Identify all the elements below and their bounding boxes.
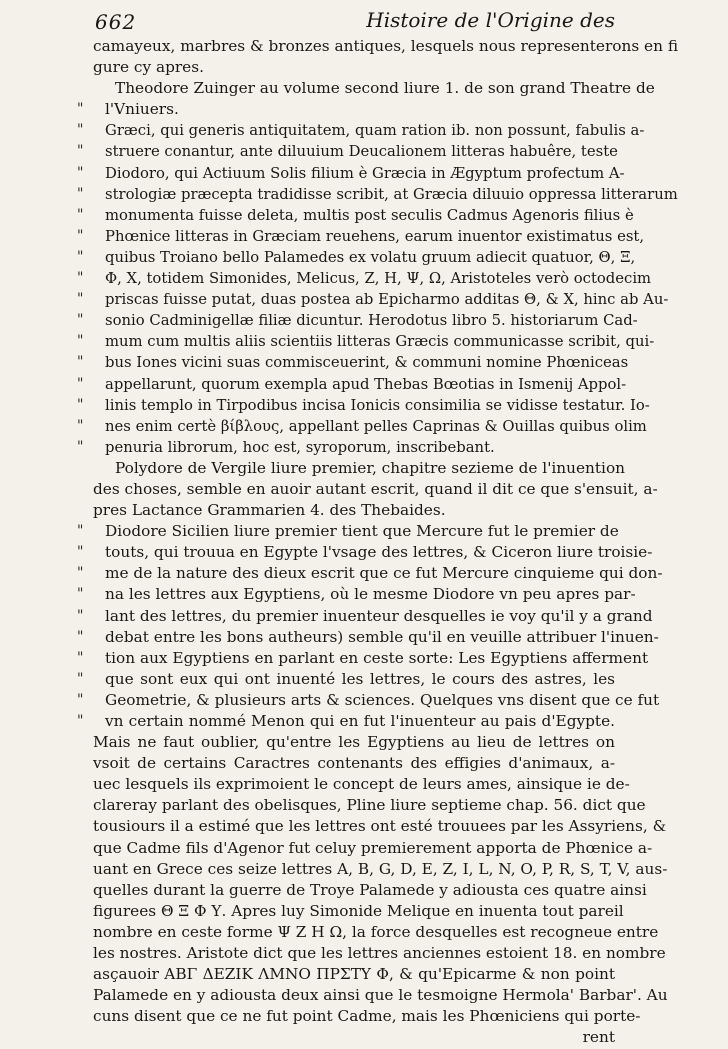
line-text: Græci, qui generis antiquitatem, quam ration ib. non possunt, fabulis a- — [105, 122, 645, 140]
line-text: lant des lettres, du premier inuenteur desquelles ie voy qu'il y a grand — [105, 606, 653, 625]
running-title: Histoire de l'Origine des — [366, 8, 615, 32]
quote-mark: " — [77, 670, 84, 687]
text-line — [93, 500, 615, 521]
text-line — [77, 247, 636, 268]
line-text: debat entre les bons autheurs) semble qu'il en veuille attribuer l'inuen- — [105, 627, 659, 646]
quote-mark: " — [77, 544, 84, 561]
line-text: monumenta fuisse deleta, multis post seculis Cadmus Agenoris filius è — [105, 206, 634, 224]
text-line — [93, 753, 615, 774]
text-line — [77, 289, 669, 310]
line-text: bus Iones vicini suas commisceuerint, & communi nomine Phœniceas — [105, 354, 629, 372]
quote-mark: " — [77, 122, 84, 139]
quote-mark: " — [77, 206, 84, 223]
quote-mark: " — [77, 270, 84, 287]
quote-mark: " — [77, 101, 84, 118]
text-line — [93, 985, 668, 1006]
text-line — [77, 268, 652, 289]
line-text: quibus Troiano bello Palamedes ex volatu gruum adiecit quatuor, Θ, Ξ, — [105, 248, 636, 266]
text-line — [77, 648, 649, 669]
text-line — [77, 669, 615, 690]
line-text: linis templo in Tirpodibus incisa Ionicis consimilia se vidisse testatur. Io- — [105, 396, 650, 414]
text-line — [77, 711, 615, 732]
line-text: Φ, Χ, totidem Simonides, Melicus, Ζ, Η, Ψ, Ω, Aristoteles verò octodecim — [105, 270, 652, 288]
line-text: Palamede en y adiousta deux ainsi que le tesmoigne Hermola' Barbar'. Au — [93, 986, 668, 1005]
quote-mark: " — [77, 607, 84, 624]
quote-mark: " — [77, 417, 84, 434]
quote-mark: " — [77, 649, 84, 666]
text-line — [77, 416, 647, 437]
line-text: Diodore Sicilien liure premier tient que Mercure fut le premier de — [105, 522, 619, 541]
text-line — [77, 205, 634, 226]
line-text: les nostres. Aristote dict que les lettres anciennes estoient 18. en nombre — [93, 944, 666, 963]
line-text: na les lettres aux Egyptiens, où le mesme Diodore vn peu apres par- — [105, 585, 636, 604]
quote-mark: " — [77, 713, 84, 729]
quote-mark: " — [77, 333, 84, 350]
text-line — [93, 880, 647, 901]
line-text: appellarunt, quorum exempla apud Thebas Bœotias in Ismenij Appol- — [105, 375, 627, 393]
quote-mark: " — [77, 375, 84, 392]
text-line — [93, 1006, 641, 1027]
line-text: vsoit de certains Caractres contenants des effigies d'animaux, a- — [93, 754, 615, 773]
quote-mark: " — [77, 185, 84, 202]
text-line — [77, 99, 615, 120]
line-text: Diodoro, qui Actiuum Solis filium è Græcia in Ægyptum profectum A- — [105, 164, 625, 182]
text-line — [77, 226, 645, 247]
text-line — [77, 310, 638, 331]
body-text — [77, 36, 679, 1049]
line-text: uant en Grece ces seize lettres A, B, G, D, E, Z, I, L, N, O, P, R, S, T, V, aus- — [93, 859, 668, 878]
line-text: priscas fuisse putat, duas postea ab Epicharmo additas Θ, & Χ, hinc ab Au- — [105, 291, 669, 309]
line-text: tion aux Egyptiens en parlant en ceste sorte: Les Egyptiens afferment — [105, 648, 649, 667]
text-line — [77, 120, 645, 141]
text-line — [93, 57, 615, 78]
line-text: des choses, semble en auoir autant escrit, quand il dit ce que s'ensuit, a- — [93, 479, 658, 498]
line-text: Mais ne faut oublier, qu'entre les Egyptiens au lieu de lettres on — [93, 733, 615, 752]
text-line — [93, 1027, 615, 1048]
text-line — [77, 690, 660, 711]
text-line — [93, 922, 659, 943]
line-text: Theodore Zuinger au volume second liure 1. de son grand Theatre de — [115, 79, 655, 98]
text-line — [93, 78, 655, 99]
line-text: que sont eux qui ont inuenté les lettres, le cours des astres, les — [105, 669, 615, 688]
text-line — [93, 774, 630, 795]
quote-mark: " — [77, 438, 84, 455]
quote-mark: " — [77, 312, 84, 329]
text-line — [77, 521, 619, 542]
page-header — [95, 8, 615, 32]
text-line — [77, 627, 659, 648]
line-text: struere conantur, ante diluuium Deucalionem litteras habuêre, teste — [105, 143, 618, 161]
text-line — [93, 838, 653, 859]
line-text: Geometrie, & plusieurs arts & sciences. Quelques vns disent que ce fut — [105, 690, 660, 709]
line-text: asçauoir ΑΒΓ ΔΕΖΙΚ ΛΜΝΟ ΠΡΣΤΥ Φ, & qu'Epicarme & non point — [93, 965, 615, 984]
line-text: l'Vniuers. — [105, 100, 179, 119]
line-text: que Cadme fils d'Agenor fut celuy premierement apporta de Phœnice a- — [93, 838, 653, 857]
text-line — [93, 943, 666, 964]
text-line — [93, 479, 658, 500]
quote-mark: " — [77, 565, 84, 582]
line-text: quelles durant la guerre de Troye Palamede y adiousta ces quatre ainsi — [93, 880, 647, 899]
line-text: Polydore de Vergile liure premier, chapitre sezieme de l'inuention — [115, 458, 626, 477]
line-text: mum cum multis aliis scientiis litteras Græcis communicasse scribit, qui- — [105, 333, 655, 351]
quote-mark: " — [77, 396, 84, 413]
line-text: figurees Θ Ξ Φ Υ. Apres luy Simonide Melique en inuenta tout pareil — [93, 901, 624, 920]
line-text: Phœnice litteras in Græciam reuehens, earum inuentor existimatus est, — [105, 227, 645, 245]
text-line — [77, 163, 625, 184]
text-line — [77, 141, 618, 162]
quote-mark: " — [77, 143, 84, 160]
line-text: vn certain nommé Menon qui en fut l'inuenteur au pais d'Egypte. — [105, 712, 615, 730]
quote-mark: " — [77, 523, 84, 540]
quote-mark: " — [77, 628, 84, 645]
text-line — [93, 458, 626, 479]
quote-mark: " — [77, 691, 84, 708]
text-line — [77, 606, 653, 627]
line-text: gure cy apres. — [93, 58, 204, 77]
line-text: cuns disent que ce ne fut point Cadme, mais les Phœniciens qui porte- — [93, 1007, 641, 1026]
text-line — [93, 795, 646, 816]
line-text: nes enim certè βίβλους, appellant pelles Caprinas & Ouillas quibus olim — [105, 417, 647, 435]
quote-mark: " — [77, 248, 84, 265]
quote-mark: " — [77, 164, 84, 181]
line-text: clareray parlant des obelisques, Pline liure septieme chap. 56. dict que — [93, 796, 646, 815]
line-text: touts, qui trouua en Egypte l'vsage des lettres, & Ciceron liure troisie- — [105, 543, 653, 562]
quote-mark: " — [77, 291, 84, 308]
line-text: penuria librorum, hoc est, syroporum, inscribebant. — [105, 438, 495, 456]
line-text: strologiæ præcepta tradidisse scribit, at Græcia diluuio oppressa litterarum — [105, 185, 678, 203]
text-line — [77, 374, 627, 395]
text-line — [93, 901, 624, 922]
line-text: camayeux, marbres & bronzes antiques, lesquels nous representerons en fi — [93, 37, 679, 55]
line-text: pres Lactance Grammarien 4. des Thebaides. — [93, 501, 446, 520]
line-text: me de la nature des dieux escrit que ce fut Mercure cinquieme qui don- — [105, 564, 663, 583]
line-text: rent — [582, 1028, 615, 1047]
line-text: tousiours il a estimé que les lettres ont esté trouuees par les Assyriens, & — [93, 817, 667, 836]
line-text: uec lesquels ils exprimoient le concept de leurs ames, ainsique ie de- — [93, 775, 630, 794]
text-line — [93, 964, 615, 985]
text-line — [77, 437, 615, 458]
text-line — [93, 36, 679, 57]
text-line — [77, 563, 663, 584]
text-line — [77, 352, 629, 373]
line-text: sonio Cadminigellæ filiæ dicuntur. Herodotus libro 5. historiarum Cad- — [105, 312, 638, 330]
text-line — [77, 395, 650, 416]
quote-mark: " — [77, 586, 84, 603]
quote-mark: " — [77, 354, 84, 371]
page-number: 662 — [95, 10, 137, 34]
line-text: nombre en ceste forme Ψ Ζ Η Ω, la force desquelles est recogneue entre — [93, 922, 659, 941]
text-line — [77, 331, 655, 352]
text-line — [77, 184, 678, 205]
text-line — [77, 542, 653, 563]
text-line — [93, 816, 667, 837]
text-line — [93, 732, 615, 753]
text-line — [77, 584, 636, 605]
quote-mark: " — [77, 227, 84, 244]
text-line — [93, 859, 668, 880]
